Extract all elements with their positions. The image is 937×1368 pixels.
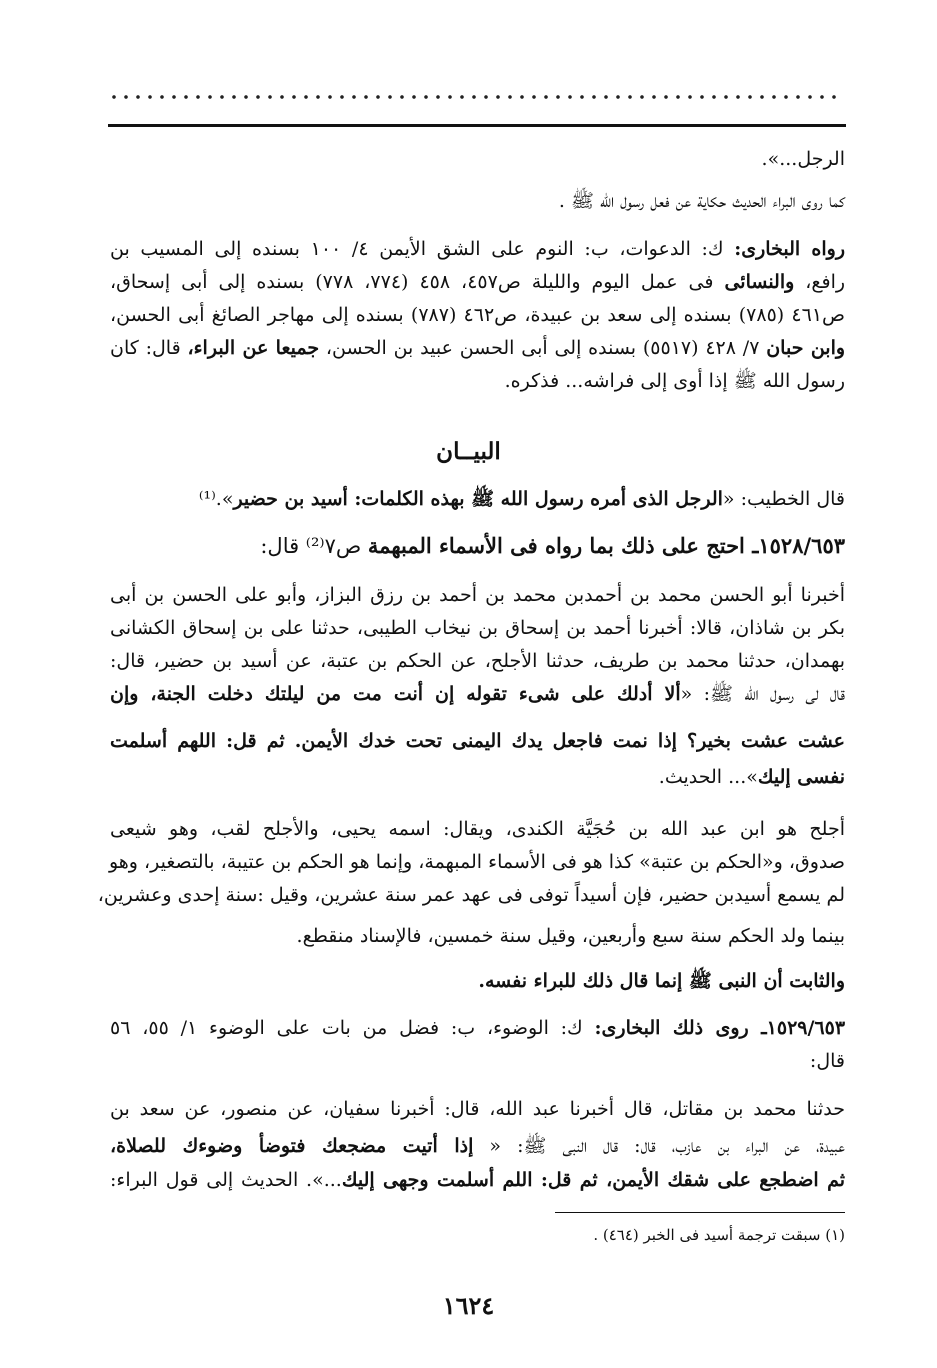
text-line-22: قال:: [809, 1050, 845, 1072]
hadith-number-1529: ١٥٢٩/٦٥٣ـ روى ذلك البخارى: ك: الوضوء، ب: فضل من بات على الوضوء ١/ ٥٥، ٥٦: [110, 1017, 846, 1039]
text-line-16: أجلح هو ابن عبد الله بن حُجَيَّة الكندى، ويقال: اسمه يحيى، والأجلح لقب، وهو شيعى: [110, 818, 845, 840]
text-line-24: عبيدة، عن البراء بن عازب، قال: قال النبى ﷺ: « إذا أتيت مضجعك فتوضأ وضوءك للصلاة،: [110, 1135, 845, 1157]
text-line-4: رافع، والنسائى فى عمل اليوم والليلة ص٤٥٧، ٤٥٨ (٧٧٤، ٧٧٨) بسنده إلى أبى إسحاق،: [110, 271, 846, 293]
text-line-18: لم يسمع أسيدبن حضير، فإن أسيداً توفى فى عهد عمر سنة عشرين، وقيل :سنة إحدى وعشرين،: [97, 884, 845, 906]
text-line-7: رسول الله ﷺ إذا أوى إلى فراشه... فذكره.: [504, 370, 845, 392]
text-line-3: رواه البخارى: ك: الدعوات، ب: النوم على الشق الأيمن ٤/ ١٠٠ بسنده إلى المسيب بن: [110, 238, 845, 260]
text-line-14: عشت عشت بخير؟ إذا نمت فاجعل يدك اليمنى تحت خدك الأيمن. ثم قل: اللهم أسلمت: [110, 730, 845, 752]
text-line-8: قال الخطيب: «الرجل الذى أمره رسول الله ﷺ بهذه الكلمات: أسيد بن حضير».⁽¹⁾: [198, 488, 845, 510]
text-line-2: كما روى البراء الحديث حكاية عن فعل رسول الله ﷺ .: [558, 190, 845, 212]
text-line-17: صدوق، و«الحكم بن عتبة» كذا هو فى الأسماء المبهمة، وإنما هو الحكم بن عتيبة، بالتصغير، وهو: [108, 851, 845, 873]
header-rule: [108, 124, 846, 127]
text-line-12: بهمدان، حدثنا محمد بن طريف، حدثنا الأجلح، عن الحكم بن عتبة، عن أسيد بن حضير، قال:: [110, 650, 845, 672]
text-line-6: وابن حبان ٧/ ٤٢٨ (٥٥١٧) بسنده إلى أبى الحسن عبيد بن الحسن، جميعا عن البراء، قال: كان: [110, 337, 846, 359]
text-line-1: الرجل...».: [761, 148, 845, 170]
text-line-5: ص٤٦١ (٧٨٥) بسنده إلى سعد بن عبيدة، ص٤٦٢ (٧٨٧) بسنده إلى مهاجر الصائغ أبى الحسن،: [110, 304, 846, 326]
text-line-13: قال لى رسول الله ﷺ: «ألا أدلك على شىء تقوله إن أنت مت من ليلتك دخلت الجنة، وإن: [110, 683, 846, 705]
page-number: ١٦٢٤: [442, 1291, 495, 1320]
text-line-25: ثم اضطجع على شقك الأيمن، ثم قل: اللم أسلمت وجهى إليك...». الحديث إلى قول البراء:: [110, 1169, 846, 1191]
section-heading: البيــان: [436, 438, 501, 465]
hadith-number-1528: ١٥٢٨/٦٥٣ـ احتج على ذلك بما رواه فى الأسماء المبهمة ص٧⁽²⁾ قال:: [260, 533, 845, 558]
text-line-19: بينما ولد الحكم سنة سبع وأربعين، وقيل سنة خمسين، فالإسناد منقطع.: [296, 925, 845, 947]
text-line-23: حدثنا محمد بن مقاتل، قال أخبرنا عبد الله، قال: أخبرنا سفيان، عن منصور، عن سعد بن: [110, 1098, 845, 1120]
text-line-15: نفسى إليك»... الحديث.: [658, 766, 845, 788]
header-dotted-rule: [108, 94, 840, 100]
footnote: (١) سبقت ترجمة أسيد فى الخبر (٤٦٤) .: [593, 1226, 845, 1244]
text-line-20: والثابت أن النبى ﷺ إنما قال ذلك للبراء نفسه.: [478, 970, 845, 992]
footnote-rule: [555, 1212, 845, 1213]
text-line-11: بكر بن شاذان، قالا: أخبرنا أحمد بن إسحاق بن نيخاب الطيبى، حدثنا على بن إسحاق الكشانى: [110, 617, 845, 639]
text-line-10: أخبرنا أبو الحسن محمد بن أحمدبن محمد بن أحمد بن رزق البزاز، وأبو على الحسن بن أبى: [110, 584, 845, 606]
